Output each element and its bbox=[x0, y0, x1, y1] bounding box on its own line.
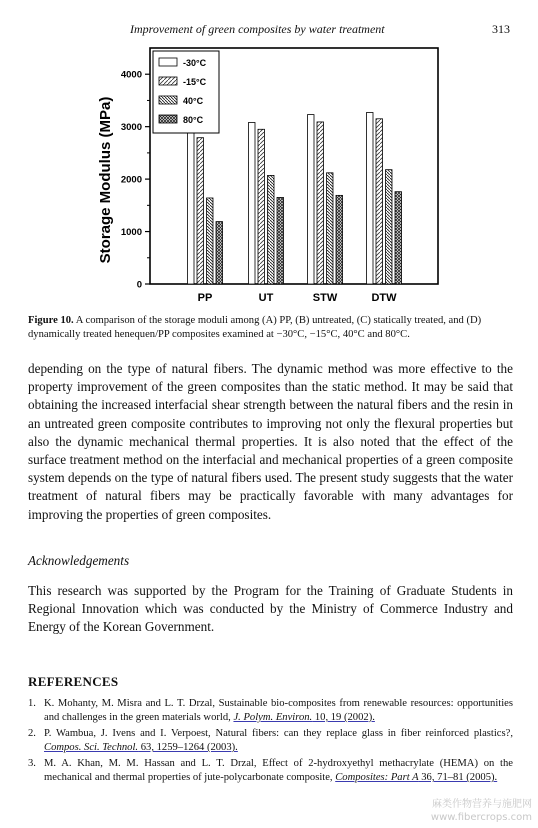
legend-label: 80°C bbox=[183, 115, 204, 125]
storage-modulus-chart bbox=[0, 40, 538, 308]
legend-label: -30°C bbox=[183, 58, 207, 68]
reference-item bbox=[28, 757, 513, 785]
references-list bbox=[28, 697, 513, 787]
x-tick-label: STW bbox=[312, 292, 338, 304]
bar bbox=[258, 129, 265, 284]
reference-item bbox=[28, 727, 513, 755]
reference-tail: 10, 19 (2002). bbox=[312, 712, 375, 723]
reference-item bbox=[28, 697, 513, 725]
page-number: 313 bbox=[492, 22, 510, 36]
running-title: Improvement of green composites by water treatment bbox=[130, 22, 385, 36]
bar bbox=[197, 138, 204, 284]
acknowledgements-heading: Acknowledgements bbox=[28, 553, 130, 568]
journal-name: J. Polym. Environ. bbox=[233, 712, 313, 723]
y-axis-label: Storage Modulus (MPa) bbox=[97, 96, 114, 264]
bar bbox=[308, 115, 315, 284]
reference-number: 3. bbox=[28, 758, 36, 769]
y-tick-label: 2000 bbox=[120, 174, 142, 186]
reference-text: P. Wambua, J. Ivens and I. Verpoest, Natural fibers: can they replace glass in fiber reinforced plastics?, bbox=[44, 728, 513, 739]
reference-number: 2. bbox=[28, 728, 36, 739]
legend-swatch bbox=[159, 115, 177, 123]
journal-name: Compos. Sci. Technol. bbox=[44, 742, 139, 753]
legend-label: -15°C bbox=[183, 77, 207, 87]
y-tick-label: 4000 bbox=[120, 69, 142, 81]
reference-link[interactable] bbox=[44, 742, 238, 753]
figure-caption bbox=[28, 314, 513, 342]
figure-caption-text: A comparison of the storage moduli among (A) PP, (B) untreated, (C) statically treated, and (D) dynamically treated henequen/PP composites examined at −30°C, −15°C, 40°C and 80°C. bbox=[28, 315, 482, 340]
bar bbox=[386, 170, 393, 284]
bar bbox=[327, 173, 334, 284]
watermark bbox=[431, 798, 532, 824]
y-tick-label: 3000 bbox=[120, 122, 142, 134]
y-tick-label: 1000 bbox=[120, 227, 142, 239]
watermark-line2: www.fibercrops.com bbox=[430, 812, 532, 823]
figure-label: Figure 10. bbox=[28, 315, 74, 326]
reference-link[interactable] bbox=[335, 772, 497, 783]
reference-tail: 63, 1259–1264 (2003). bbox=[138, 742, 238, 753]
bar bbox=[268, 175, 275, 284]
legend-label: 40°C bbox=[183, 96, 204, 106]
bar bbox=[376, 119, 383, 284]
acknowledgements-text: This research was supported by the Program for the Training of Graduate Students in Regional Innovation which was conducted by the Ministry of Commerce Industry and Energy of the Korean Government. bbox=[28, 583, 513, 635]
bar bbox=[216, 222, 223, 284]
reference-number: 1. bbox=[28, 698, 36, 709]
body-paragraph: depending on the type of natural fibers. The dynamic method was more effective to the property improvement of the green composites than the static method. It may be said that obtaining the increased interfacial shear strength between the natural fibers and the resin in an untreated green composite contributes to improving not only the flexural properties but also the dynamic mechanical thermal properties. It is also noted that the effect of the surface treatment method on the interfacial and mechanical properties of a green composite system depends on the type of natural fibers used. The present study suggests that the water treatment of natural fibers may be practically favorable with many advantages for improving the properties of green composites. bbox=[28, 361, 513, 522]
legend-swatch bbox=[159, 96, 177, 104]
references-heading: REFERENCES bbox=[28, 674, 119, 689]
y-tick-label: 0 bbox=[136, 279, 142, 291]
bar bbox=[317, 122, 324, 284]
watermark-line1: 麻类作物营养与施肥网 bbox=[432, 799, 532, 810]
x-tick-label: UT bbox=[258, 292, 274, 304]
legend-swatch bbox=[159, 77, 177, 85]
reference-text: M. A. Khan, M. M. Hassan and L. T. Drzal, Effect of 2-hydroxyethyl methacrylate (HEMA) on the mechanical and thermal properties of jute-polycarbonate composite, bbox=[44, 758, 513, 783]
bar bbox=[207, 198, 214, 284]
bar bbox=[249, 122, 256, 284]
reference-tail: 36, 71–81 (2005). bbox=[418, 772, 498, 783]
bar bbox=[188, 131, 195, 284]
bar bbox=[336, 195, 343, 284]
bar bbox=[277, 197, 284, 284]
legend-swatch bbox=[159, 58, 177, 66]
reference-text: K. Mohanty, M. Misra and L. T. Drzal, Sustainable bio-composites from renewable resources: opportunities and challenges in the green materials world, bbox=[44, 698, 513, 723]
bar bbox=[367, 113, 374, 284]
reference-link[interactable] bbox=[233, 712, 374, 723]
journal-name: Composites: Part A bbox=[335, 772, 419, 783]
bar bbox=[395, 192, 402, 284]
x-tick-label: DTW bbox=[371, 292, 397, 304]
x-tick-label: PP bbox=[197, 292, 213, 304]
